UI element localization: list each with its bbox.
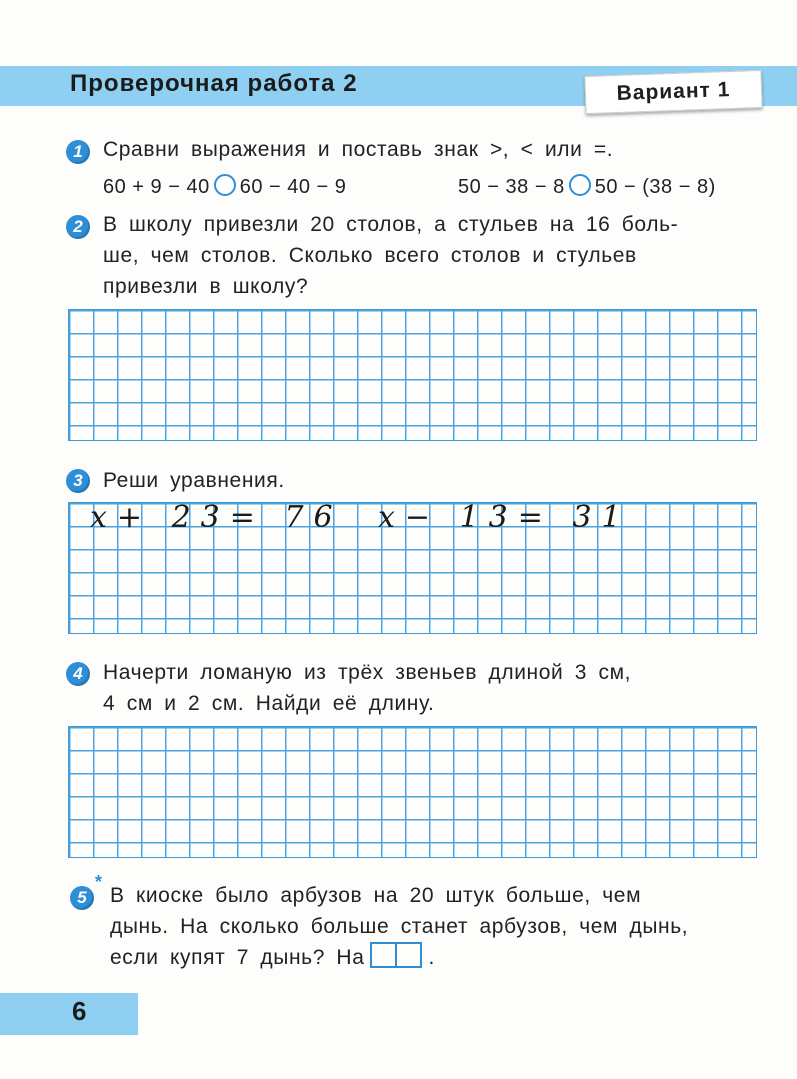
task-5-number-badge: 5: [70, 886, 94, 910]
task-2-line: привезли в школу?: [103, 275, 309, 298]
task-5-last-suffix: .: [428, 946, 435, 969]
task-5-line-last: [110, 942, 688, 973]
page-number-band: [0, 993, 138, 1035]
task-1-number-badge: 1: [66, 140, 90, 164]
task-4-answer-grid[interactable]: [68, 726, 757, 858]
task-1-text: Сравни выражения и поставь знак >, < или =.: [103, 138, 614, 161]
task-4-line: Начерти ломаную из трёх звеньев длиной 3 см,: [103, 661, 632, 684]
task-2-line: В школу привезли 20 столов, а стульев на 16 боль-: [103, 213, 679, 236]
variant-label: Вариант 1: [584, 70, 762, 114]
task-2-number-badge: 2: [66, 215, 90, 239]
compare-circle-b[interactable]: [569, 174, 591, 196]
task-5-line: В киоске было арбузов на 20 штук больше, чем: [110, 884, 642, 907]
equation-2: x− 13= 31: [378, 500, 631, 535]
task-1-comparison-b: [458, 174, 716, 199]
expr-a-right: 60 − 40 − 9: [239, 176, 347, 198]
task-2-text: [103, 209, 678, 302]
answer-box[interactable]: [370, 942, 422, 968]
task-4-number-badge: 4: [66, 662, 90, 686]
task-2-line: ше, чем столов. Сколько всего столов и стульев: [103, 244, 637, 267]
expr-a-left: 60 + 9 − 40: [103, 176, 210, 198]
task-1-comparison-a: [103, 174, 346, 199]
expr-b-right: 50 − (38 − 8): [594, 176, 716, 198]
task-4-text: [103, 657, 631, 719]
star-icon: *: [95, 872, 103, 892]
task-3-text: Реши уравнения.: [103, 469, 285, 492]
page-number: 6: [72, 996, 87, 1026]
equation-1: x+ 23= 76: [90, 500, 343, 535]
task-2-answer-grid[interactable]: [68, 309, 757, 441]
task-5-line: дынь. На сколько больше станет арбузов, чем дынь,: [110, 915, 689, 938]
task-5-text: [110, 880, 688, 973]
page-title: Проверочная работа 2: [70, 70, 358, 97]
expr-b-left: 50 − 38 − 8: [458, 176, 565, 198]
task-5-last-prefix: если купят 7 дынь? На: [110, 946, 365, 969]
task-4-line: 4 см и 2 см. Найди её длину.: [103, 692, 435, 715]
compare-circle-a[interactable]: [214, 174, 236, 196]
task-3-number-badge: 3: [66, 469, 90, 493]
